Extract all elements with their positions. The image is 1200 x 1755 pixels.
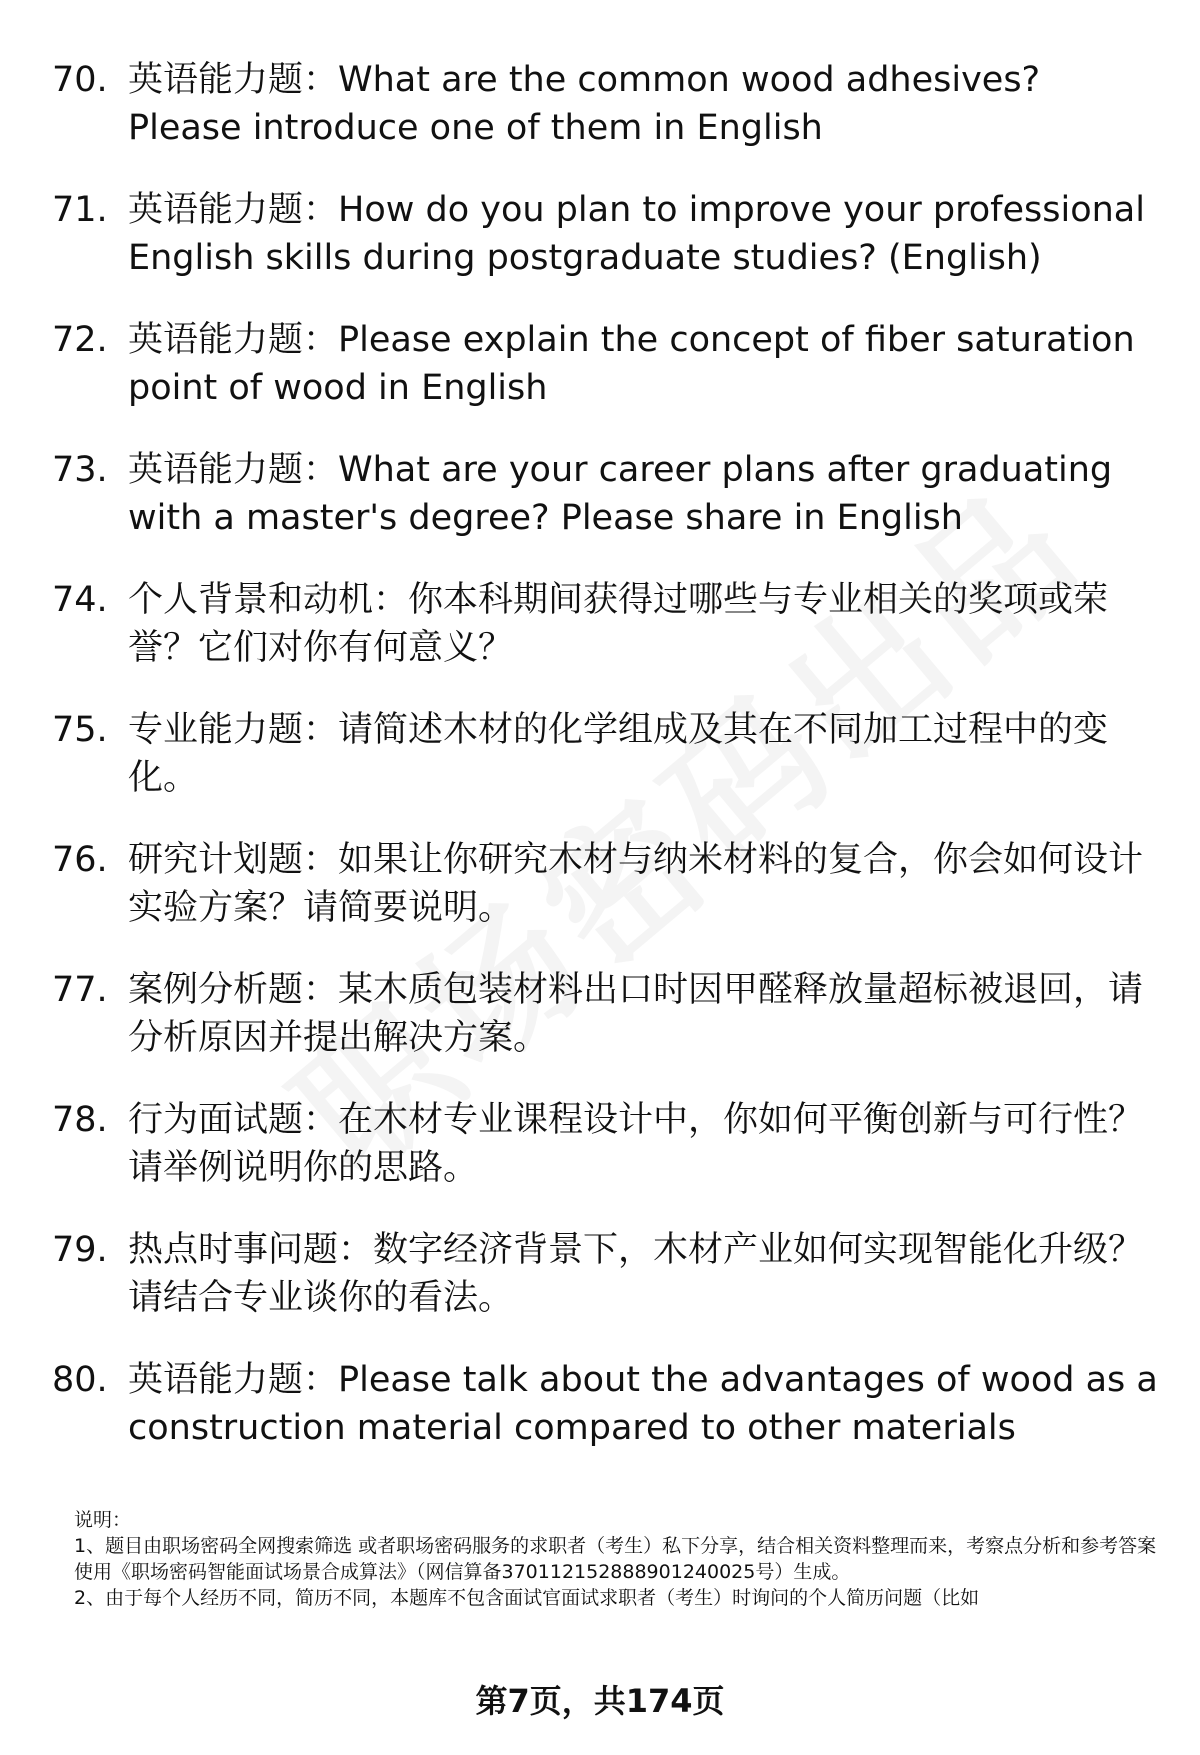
question-text: 案例分析题：某木质包装材料出口时因甲醛释放量超标被退回，请分析原因并提出解决方案。 <box>128 970 1144 1058</box>
question-text: 英语能力题：How do you plan to improve your professional English skills during postgraduate studies? (English) <box>128 190 1145 278</box>
question-number: 76. <box>52 840 108 880</box>
question-item <box>52 316 1162 412</box>
notes-section <box>74 1507 1164 1611</box>
question-text: 研究计划题：如果让你研究木材与纳米材料的复合，你会如何设计实验方案？请简要说明。 <box>128 840 1144 928</box>
page-number-footer: 第7页，共174页 <box>475 1682 725 1720</box>
question-text: 个人背景和动机：你本科期间获得过哪些与专业相关的奖项或荣誉？它们对你有何意义？ <box>128 580 1109 668</box>
question-text: 热点时事问题：数字经济背景下，木材产业如何实现智能化升级？请结合专业谈你的看法。 <box>128 1230 1144 1318</box>
question-text: 英语能力题：What are your career plans after graduating with a master's degree? Please share in English <box>128 450 1113 538</box>
notes-heading: 说明： <box>74 1509 132 1531</box>
question-item <box>52 1096 1162 1192</box>
question-item <box>52 576 1162 672</box>
notes-line-2: 2、由于每个人经历不同，简历不同，本题库不包含面试官面试求职者（考生）时询问的个人简历问题（比如 <box>74 1587 980 1609</box>
notes-line-1: 1、题目由职场密码全网搜索筛选 或者职场密码服务的求职者（考生）私下分享，结合相关资料整理而来，考察点分析和参考答案使用《职场密码智能面试场景合成算法》（网信算备370112152888901240025号）生成。 <box>74 1535 1157 1583</box>
question-number: 70. <box>52 60 108 100</box>
question-number: 74. <box>52 580 108 620</box>
question-text: 专业能力题：请简述木材的化学组成及其在不同加工过程中的变化。 <box>128 710 1109 798</box>
question-list <box>52 56 1162 1486</box>
question-item <box>52 706 1162 802</box>
question-item <box>52 1226 1162 1322</box>
question-text: 行为面试题：在木材专业课程设计中，你如何平衡创新与可行性？请举例说明你的思路。 <box>128 1100 1144 1188</box>
question-item <box>52 836 1162 932</box>
question-number: 77. <box>52 970 108 1010</box>
question-text: 英语能力题：What are the common wood adhesives? Please introduce one of them in English <box>128 60 1041 148</box>
question-item <box>52 56 1162 152</box>
question-item <box>52 446 1162 542</box>
question-number: 73. <box>52 450 108 490</box>
question-text: 英语能力题：Please explain the concept of fiber saturation point of wood in English <box>128 320 1135 408</box>
question-item <box>52 186 1162 282</box>
question-item <box>52 1356 1162 1452</box>
question-number: 78. <box>52 1100 108 1140</box>
question-number: 71. <box>52 190 108 230</box>
question-text: 英语能力题：Please talk about the advantages of wood as a construction material compared to other materials <box>128 1360 1158 1448</box>
question-number: 80. <box>52 1360 108 1400</box>
question-number: 79. <box>52 1230 108 1270</box>
question-item <box>52 966 1162 1062</box>
question-number: 72. <box>52 320 108 360</box>
question-number: 75. <box>52 710 108 750</box>
